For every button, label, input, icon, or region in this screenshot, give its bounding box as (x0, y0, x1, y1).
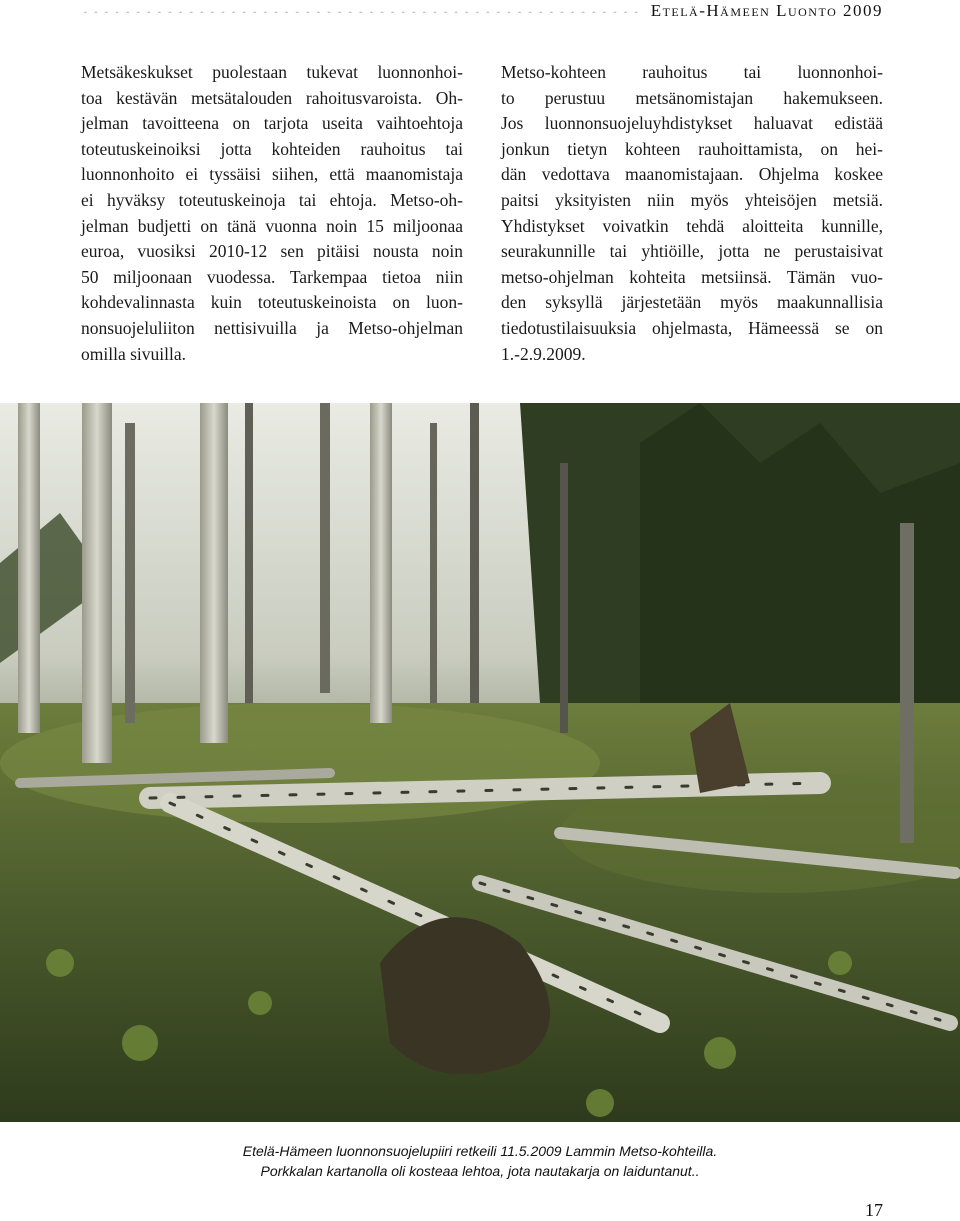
right-text-line: jonkun tietyn kohteen rauhoittamista, on hei- (501, 138, 883, 159)
right-text-line: tiedotustilaisuuksia ohjelmasta, Hämeessä se on (501, 317, 883, 338)
left-text-column (81, 60, 463, 367)
header-dot-rule (80, 11, 640, 13)
right-text-line: dän vedottava maanomistajaan. Ohjelma koskee (501, 164, 883, 185)
publication-title: Etelä-Hämeen Luonto 2009 (650, 1, 883, 20)
right-text-line: paitsi yksityisten niin myös yhteisöjen metsiä. (501, 189, 883, 210)
left-text-line: toa kestävän metsätalouden rahoitusvaroista. Oh- (81, 87, 463, 108)
forest-photo (0, 403, 960, 1122)
left-text-line: euroa, vuosiksi 2010-12 sen pitäisi nousta noin (81, 241, 463, 262)
photo-caption (0, 1141, 960, 1181)
left-text-line: jelman budjetti on tänä vuonna noin 15 miljoonaa (81, 215, 463, 236)
caption-line: Etelä-Hämeen luonnonsuojelupiiri retkeili 11.5.2009 Lammin Metso-kohteilla. (242, 1143, 718, 1159)
left-text-line: Metsäkeskukset puolestaan tukevat luonnonhoi- (81, 62, 463, 82)
caption-line: Porkkalan kartanolla oli kosteaa lehtoa, jota nautakarja on laiduntanut.. (260, 1163, 700, 1179)
right-text-column (501, 60, 883, 367)
right-text-line: 1.-2.9.2009. (501, 343, 586, 364)
right-text-line: den syksyllä järjestetään myös maakunnallisia (501, 292, 883, 313)
left-text-line: luonnonhoito ei tyssäisi siihen, että maanomistaja (81, 164, 463, 185)
left-text-line: omilla sivuilla. (81, 343, 186, 364)
right-text-line: Jos luonnonsuojeluyhdistykset haluavat edistää (501, 113, 883, 134)
right-text-line: to perustuu metsänomistajan hakemukseen. (501, 87, 883, 108)
right-text-line: Yhdistykset voivatkin tehdä aloitteita kunnille, (501, 215, 883, 236)
left-text-line: ei hyväksy toteutuskeinoja tai ehtoja. Metso-oh- (81, 189, 463, 210)
left-text-line: kohdevalinnasta kuin toteutuskeinoista on luon- (81, 292, 463, 313)
right-text-line: Metso-kohteen rauhoitus tai luonnonhoi- (501, 62, 883, 82)
right-text-line: seurakunnille tai yhtiöille, jotta ne perustaisivat (501, 241, 883, 262)
left-text-line: jelman tavoitteena on tarjota useita vaihtoehtoja (81, 113, 463, 134)
page-number: 17 (865, 1200, 883, 1220)
right-text-line: metso-ohjelman kohteita metsiinsä. Tämän vuo- (501, 266, 883, 287)
left-text-line: 50 miljoonaan vuodessa. Tarkempaa tietoa niin (81, 266, 463, 287)
left-text-line: nonsuojeluliiton nettisivuilla ja Metso-ohjelman (81, 317, 463, 338)
left-text-line: toteutuskeinoiksi jotta kohteiden rauhoitus tai (81, 138, 463, 159)
